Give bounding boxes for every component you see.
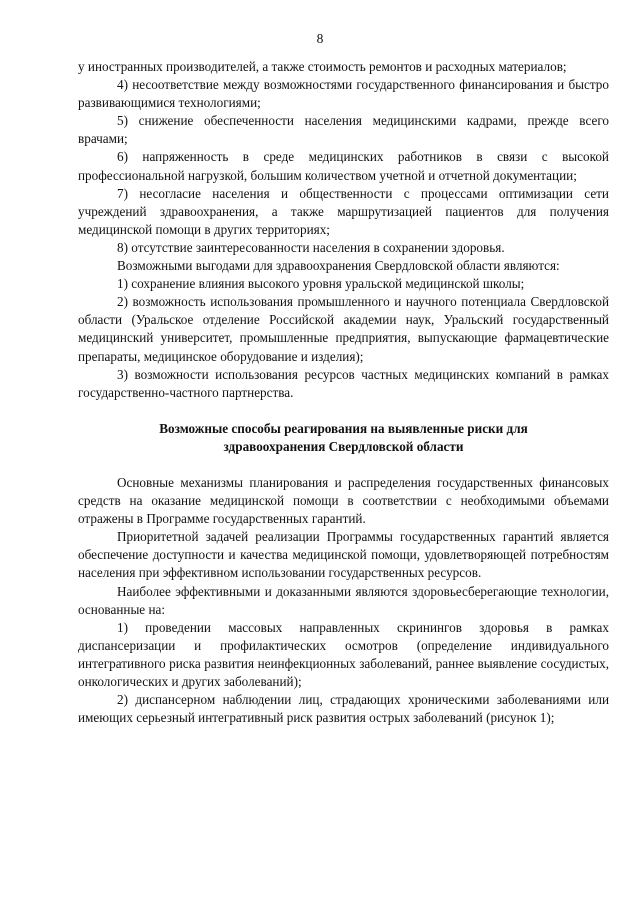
paragraph-mechanisms: Основные механизмы планирования и распределения государственных финансовых средств на оказание медицинской помощи в соответствии с необходимыми объемами отражены в Программе государственных гарантий. [78, 474, 609, 527]
paragraph-priority: Приоритетной задачей реализации Программы государственных гарантий является обеспечение доступности и качества медицинской помощи, удовлетворяющей потребностям населения при эффективном использовании государственных ресурсов. [78, 529, 609, 581]
section-responses [78, 474, 609, 727]
section-risks-list [78, 58, 609, 402]
paragraph-benefits-intro: Возможными выгодами для здравоохранения Свердловской области являются: [117, 258, 560, 274]
paragraph-threat-6: 6) напряженность в среде медицинских работников в связи с высокой профессиональной нагрузкой, большим количеством учетной и отчетной документации; [78, 149, 609, 183]
paragraph-tech-2: 2) диспансерном наблюдении лиц, страдающих хроническими заболеваниями или имеющих серьезный интегративный риск развития острых заболеваний (рисунок 1); [78, 692, 609, 726]
section-heading [78, 420, 609, 456]
paragraph-benefit-2: 2) возможность использования промышленного и научного потенциала Свердловской области (Уральское отделение Российской академии наук, Уральский государственный медицинский университет, промышленные предприятия, выпускающие фармацевтические препараты, медицинское оборудование и изделия); [78, 294, 609, 364]
paragraph-benefit-1: 1) сохранение влияния высокого уровня уральской медицинской школы; [117, 276, 525, 292]
document-body [78, 58, 609, 727]
section-heading-line-1: Возможные способы реагирования на выявленные риски для [159, 420, 528, 436]
paragraph-benefit-3: 3) возможности использования ресурсов частных медицинских компаний в рамках государственно-частного партнерства. [78, 366, 609, 400]
paragraph-technologies: Наиболее эффективными и доказанными являются здоровьесберегающие технологии, основанные на: [78, 583, 609, 617]
section-heading-line-2: здравоохранения Свердловской области [223, 438, 464, 454]
paragraph-continuation: у иностранных производителей, а также стоимость ремонтов и расходных материалов; [78, 59, 567, 74]
paragraph-threat-4: 4) несоответствие между возможностями государственного финансирования и быстро развивающимися технологиями; [78, 77, 609, 111]
heading-spacer [78, 456, 609, 474]
paragraph-threat-5: 5) снижение обеспеченности населения медицинскими кадрами, прежде всего врачами; [78, 113, 609, 147]
page-number: 8 [316, 31, 324, 46]
paragraph-tech-1: 1) проведении массовых направленных скринингов здоровья в рамках диспансеризации и профилактических осмотров (определение индивидуального интегративного риска развития неинфекционных заболеваний, раннее выявление сосудистых, онкологических и других заболеваний); [78, 619, 609, 689]
paragraph-threat-8: 8) отсутствие заинтересованности населения в сохранении здоровья. [117, 239, 505, 255]
paragraph-threat-7: 7) несогласие населения и общественности с процессами оптимизации сети учреждений здравоохранения, а также маршрутизацией пациентов для получения медицинской помощи в других территориях; [78, 185, 609, 237]
